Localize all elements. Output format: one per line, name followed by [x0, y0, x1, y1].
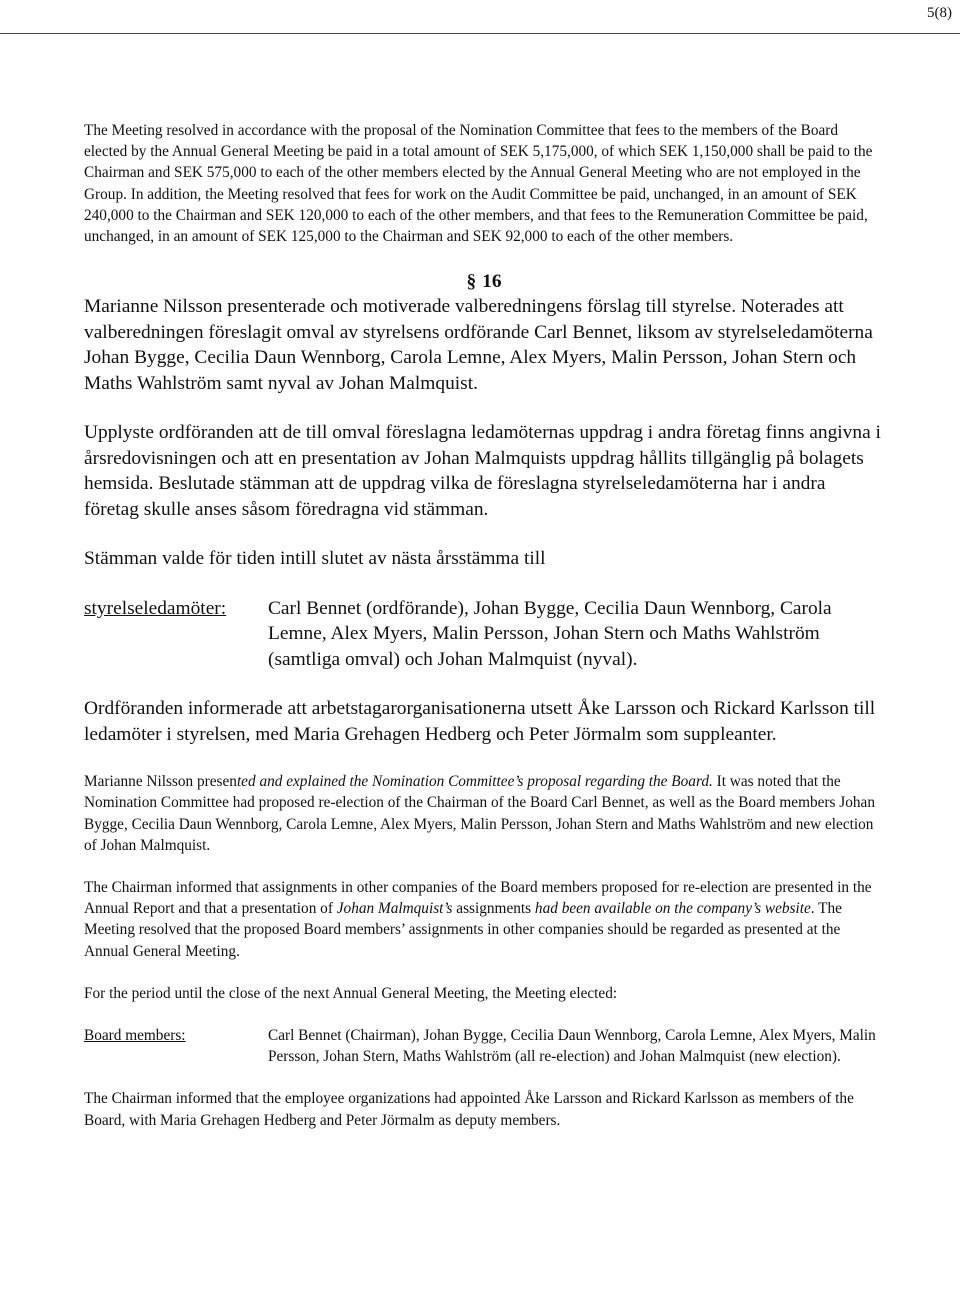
- election-intro-sv: Stämman valde för tiden intill slutet av nästa årsstämma till: [84, 548, 546, 570]
- nomination-en-part-3: It was noted that the Nomination Committee had proposed re-election of the Chairman of the Board Carl Bennet, as well as the Board members Johan Bygge, Cecilia Daun Wennborg, Carola Lemne, Alex Myers, Malin Persson, Johan Stern and Maths Wahlström and new election of Johan Malmquist.: [84, 773, 875, 854]
- fees-paragraph-en: The Meeting resolved in accordance with the proposal of the Nomination Committee that fees to the members of the Board elected by the Annual General Meeting be paid in a total amount of SEK 5,175,000, of which SEK 1,150,000 shall be paid to the Chairman and SEK 575,000 to each of the other members elected by the Annual General Meeting who are not employed in the Group. In addition, the Meeting resolved that fees for work on the Audit Committee be paid, unchanged, in an amount of SEK 240,000 to the Chairman and SEK 120,000 to each of the other members, and that fees to the Remuneration Committee be paid, unchanged, in an amount of SEK 125,000 to the Chairman and SEK 92,000 to each of the other members.: [84, 122, 873, 246]
- nomination-paragraph-sv: Marianne Nilsson presenterade och motiverade valberedningens förslag till styrelse. Noterades att valberedningen föreslagit omval av styrelsens ordförande Carl Bennet, liksom av styrelseledamöterna Johan Bygge, Cecilia Daun Wennborg, Carola Lemne, Alex Myers, Malin Persson, Johan Stern och Maths Wahlström samt nyval av Johan Malmquist.: [84, 296, 873, 394]
- nomination-en-part-1: Marianne Nilsson presen: [84, 773, 237, 791]
- employee-reps-paragraph-en: The Chairman informed that the employee organizations had appointed Åke Larsson and Rickard Karlsson as members of the Board, with Maria Grehagen Hedberg and Peter Jörmalm as deputy members.: [84, 1090, 854, 1129]
- assignments-en-part-1: The Chairman informed that assignments in other companies of the Board members proposed for re-election are presented in the Annual Report and that a presentation of: [84, 879, 872, 918]
- assignments-en-part-2: Johan Malmquist’s: [336, 900, 453, 918]
- board-members-label-en: Board members:: [84, 1027, 186, 1045]
- page-number: 5(8): [927, 5, 952, 21]
- header-rule: [0, 33, 960, 34]
- assignments-en-part-3: assignments: [452, 900, 535, 918]
- employee-reps-paragraph-sv: Ordföranden informerade att arbetstagarorganisationerna utsett Åke Larsson och Rickard Karlsson till ledamöter i styrelsen, med Maria Grehagen Hedberg och Peter Jörmalm som suppleanter.: [84, 698, 876, 745]
- assignments-paragraph-en: [84, 877, 884, 962]
- assignments-en-part-5: . The Meeting resolved that the proposed Board members’ assignments in other companies should be regarded as presented at the Annual General Meeting.: [84, 900, 842, 960]
- section-symbol: §: [466, 271, 477, 293]
- board-members-list-sv: Carl Bennet (ordförande), Johan Bygge, Cecilia Daun Wennborg, Carola Lemne, Alex Myers, Malin Persson, Johan Stern och Maths Wahlström (samtliga omval) och Johan Malmquist (nyval).: [268, 597, 832, 670]
- nomination-paragraph-en: [84, 771, 884, 856]
- assignments-en-part-4: had been available on the company’s website: [534, 900, 811, 918]
- election-intro-en: For the period until the close of the next Annual General Meeting, the Meeting elected:: [84, 984, 618, 1002]
- board-members-row-en: [84, 1025, 884, 1067]
- board-members-label-sv: styrelseledamöter:: [84, 597, 227, 619]
- board-members-list-en: Carl Bennet (Chairman), Johan Bygge, Cecilia Daun Wennborg, Carola Lemne, Alex Myers, Malin Persson, Johan Stern, Maths Wahlström (all re-election) and Johan Malmquist (new election).: [268, 1027, 876, 1066]
- nomination-en-part-2: ted and explained the Nomination Committee’s proposal regarding the Board.: [236, 773, 713, 791]
- section-number: 16: [482, 271, 502, 293]
- board-members-row-sv: [84, 596, 884, 673]
- document-body: [84, 120, 884, 1131]
- assignments-paragraph-sv: Upplyste ordföranden att de till omval föreslagna ledamöternas uppdrag i andra företag finns angivna i årsredovisningen och att en presentation av Johan Malmquists uppdrag hållits tillgänglig på bolagets hemsida. Beslutade stämman att de uppdrag vilka de föreslagna styrelseledamöterna har i andra företag skulle anses såsom föredragna vid stämman.: [84, 422, 881, 520]
- section-heading: [84, 269, 884, 294]
